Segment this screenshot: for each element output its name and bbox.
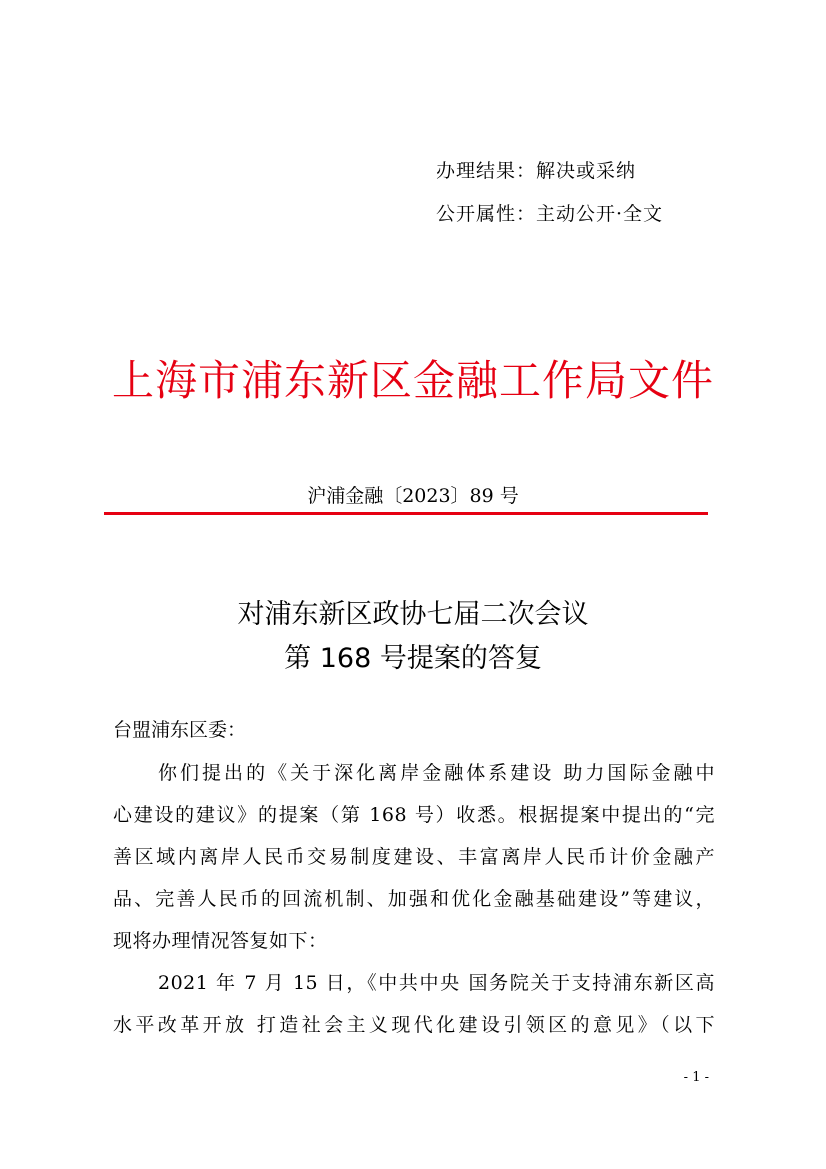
- body-paragraph-1-line-1: 你们提出的《关于深化离岸金融体系建设 助力国际金融中: [158, 762, 715, 784]
- body-paragraph-2-line-2: 水平改革开放 打造社会主义现代化建设引领区的意见》（以下: [113, 1014, 715, 1036]
- body-paragraph-1-line-2: 心建设的建议》的提案（第 168 号）收悉。根据提案中提出的“完: [113, 804, 715, 826]
- disclosure-attribute-label: 公开属性：主动公开·全文: [436, 203, 664, 225]
- document-title-line-2: 第 168 号提案的答复: [284, 643, 542, 674]
- body-paragraph-2-line-1: 2021 年 7 月 15 日，《中共中央 国务院关于支持浦东新区高: [158, 972, 715, 994]
- handling-result-label: 办理结果：解决或采纳: [436, 160, 637, 182]
- red-divider-rule: [104, 512, 708, 515]
- document-number: 沪浦金融〔2023〕89 号: [307, 485, 519, 507]
- document-title-line-1: 对浦东新区政协七届二次会议: [237, 599, 589, 630]
- body-paragraph-1-line-5: 现将办理情况答复如下：: [113, 930, 328, 952]
- addressee: 台盟浦东区委：: [113, 719, 247, 741]
- issuer-header-title: 上海市浦东新区金融工作局文件: [111, 356, 714, 405]
- body-paragraph-1-line-4: 品、完善人民币的回流机制、加强和优化金融基础建设”等建议，: [113, 888, 715, 910]
- body-paragraph-1-line-3: 善区域内离岸人民币交易制度建设、丰富离岸人民币计价金融产: [113, 846, 715, 868]
- page-number: - 1 -: [683, 1070, 709, 1085]
